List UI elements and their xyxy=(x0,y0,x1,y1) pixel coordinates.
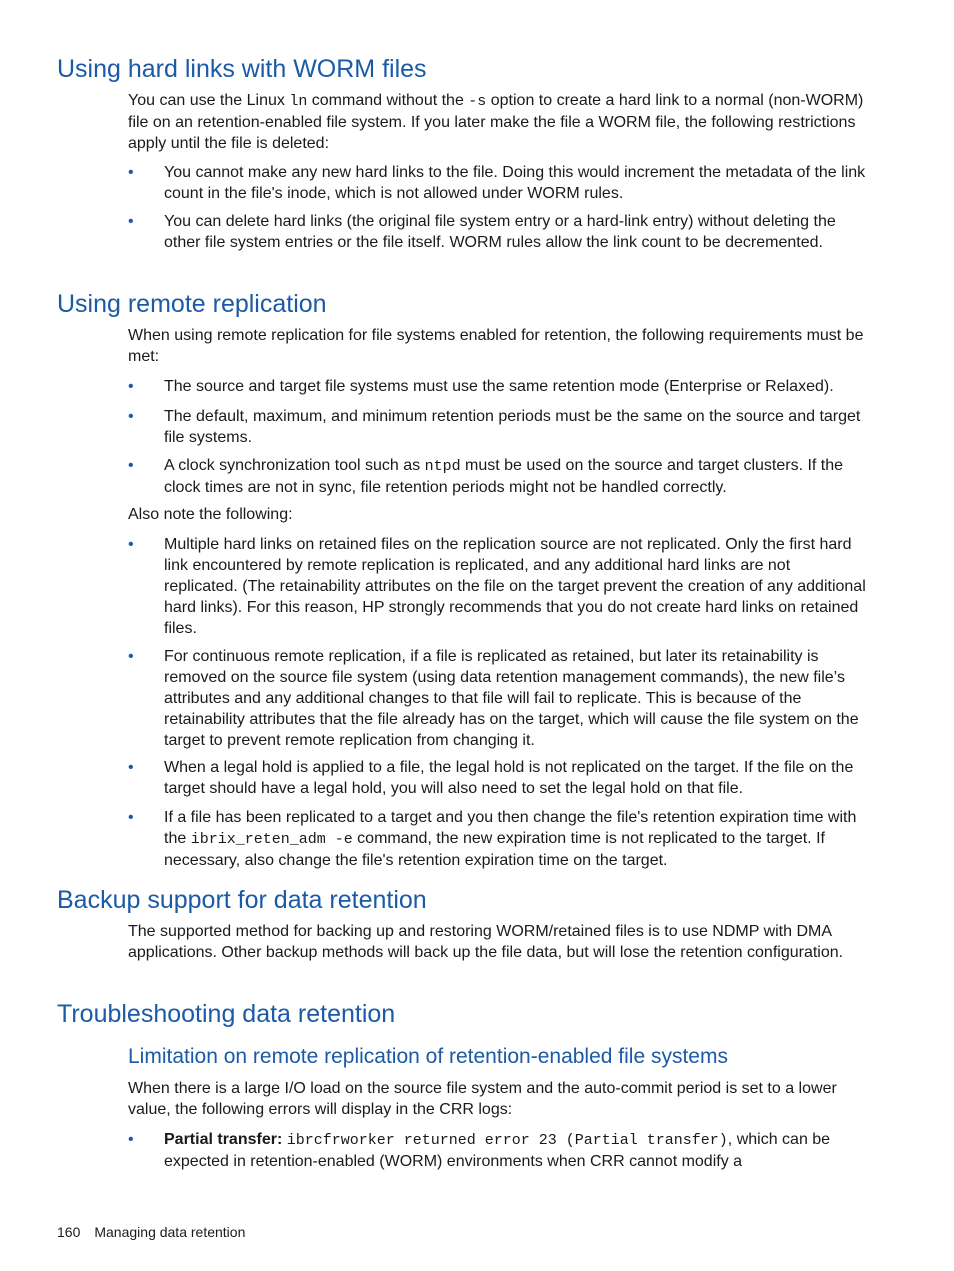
bullet-icon: • xyxy=(128,457,134,474)
heading-backup-support: Backup support for data retention xyxy=(57,886,427,914)
bullet-icon: • xyxy=(128,759,134,776)
bullet-icon: • xyxy=(128,648,134,665)
heading-remote-replication: Using remote replication xyxy=(57,290,327,318)
bullet-icon: • xyxy=(128,408,134,425)
bullet-icon: • xyxy=(128,1131,134,1148)
backup-text: The supported method for backing up and restoring WORM/retained files is to use NDMP with DMA applications. Other backup methods will back up the file data, but will lose the retention configuration. xyxy=(128,923,844,961)
hardlinks-intro: You can use the Linux ln command without the -s option to create a hard link to a normal (non-WORM) file on an retention-enabled file system. If you later make the file a WORM file, the following restrictions apply until the file is deleted: xyxy=(128,92,864,152)
troubleshooting-text: When there is a large I/O load on the source file system and the auto-commit period is set to a lower value, the following errors will display in the CRR logs: xyxy=(128,1080,837,1118)
document-page: Using hard links with WORM files You can use the Linux ln command without the -s option to create a hard link to a normal (non-WORM) file on an retention-enabled file system. If you later make the file a WORM file, the following restrictions apply until the file is deleted: • You cannot make any new hard links to the file. Doing this would increment the metadata of the link count in the file's inode, which is not allowed under WORM rules. • You can delete hard links (the original file system entry or a hard-link entry) without deleting the other file system entries or the file itself. WORM rules allow the link count to be decremented. Using remote replication When using remote replication for file systems enabled for retention, the following requirements must be met: • The source and target file systems must use the same retention mode (Enterprise or Relaxed). • The default, maximum, and minimum retention periods must be the same on the source and target file systems. • A clock synchronization tool such as ntpd must be used on the source and target clusters. If the clock times are not in sync, file retention periods might not be handled correctly. Also note the following: • Multiple hard links on retained files on the replication source are not replicated. Only the first hard link encountered by remote replication is replicated, and any additional hard links are not replicated. (The retainability attributes on the file on the target prevent the creation of any additional hard links). For this reason, HP strongly recommends that you do not create hard links on retained files. • For continuous remote replication, if a file is replicated as retained, but later its retainability is removed on the source file system (using data retention management commands), the new file’s attributes and any additional changes to that file will fail to replicate. This is because of the retainability attributes that the file already has on the target, which will cause the file system on the target to prevent remote replication from changing it. • When a legal hold is applied to a file, the legal hold is not replicated on the target. If the file on the target should have a legal hold, you will also need to set the legal hold on that file. • If a file has been replicated to a target and you then change the file's retention expiration time with the ibrix_reten_adm -e command, the new expiration time is not replicated to the target. If necessary, also change the file's retention expiration time on the target. Backup support for data retention The supported method for backing up and restoring WORM/retained files is to use NDMP with DMA applications. Other backup methods will back up the file data, but will lose the retention configuration. Troubleshooting data retention Limitation on remote replication of retention-enabled file systems When there is a large I/O load on the source file system and the auto-commit period is set to a lower value, the following errors will display in the CRR logs: • Partial transfer: ibrcfrworker returned error 23 (Partial transfer), which can be expected in retention-enabled (WORM) environments when CRR cannot modify a 160 Managing data retention xyxy=(0,0,954,1271)
bullet-icon: • xyxy=(128,213,134,230)
bullet-icon: • xyxy=(128,378,134,395)
bullet-icon: • xyxy=(128,164,134,181)
page-footer xyxy=(57,1222,259,1242)
subheading-limitation: Limitation on remote replication of retention-enabled file systems xyxy=(128,1045,728,1068)
heading-troubleshooting: Troubleshooting data retention xyxy=(57,1000,396,1028)
bullet-icon: • xyxy=(128,536,134,553)
also-note: Also note the following: xyxy=(128,506,293,523)
chapter-title: Managing data retention xyxy=(94,1224,246,1240)
heading-hard-links: Using hard links with WORM files xyxy=(57,55,427,83)
page-number: 160 xyxy=(57,1224,81,1240)
replication-intro: When using remote replication for file systems enabled for retention, the following requirements must be met: xyxy=(128,327,864,365)
bullet-icon: • xyxy=(128,809,134,826)
